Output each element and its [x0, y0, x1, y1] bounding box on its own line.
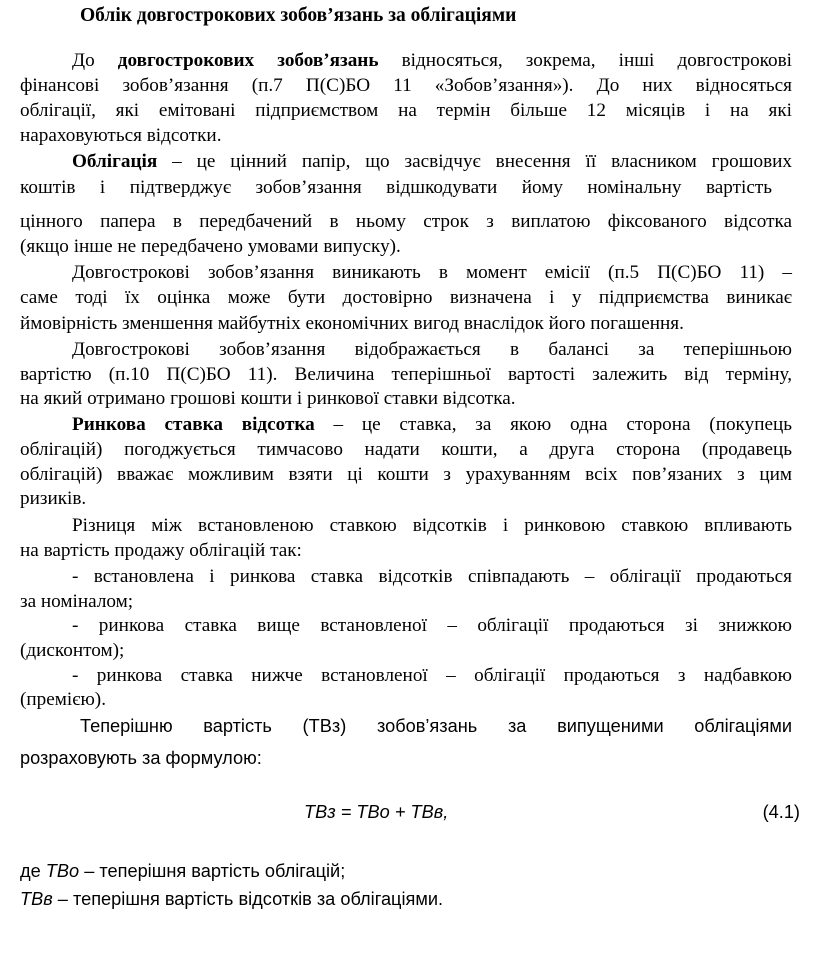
paragraph-line	[20, 413, 792, 437]
paragraph-line	[20, 150, 792, 174]
paragraph-line: цінного папера в передбачений в ньому строк з виплатою фіксованого відсотка	[20, 211, 792, 232]
paragraph-line: фінансові зобов’язання (п.7 П(С)БО 11 «Зобов’язання»). До них відносяться	[20, 75, 792, 96]
paragraph-line: Різниця між встановленою ставкою відсотків і ринковою ставкою впливають	[72, 515, 792, 536]
text-run: – це ставка, за якою одна сторона (покупець	[314, 414, 792, 435]
list-item: - ринкова ставка вище встановленої – облігації продаються зі знижкою	[72, 615, 792, 636]
paragraph-line: на який отримано грошові кошти і ринкової ставки відсотка.	[20, 388, 516, 409]
paragraph-line: облігацій) вважає можливим взяти ці кошти з урахуванням всіх пов’язаних з цим	[20, 464, 792, 485]
list-item: - ринкова ставка нижче встановленої – облігації продаються з надбавкою	[72, 665, 792, 686]
term-bold: довгострокових зобов’язань	[117, 50, 379, 71]
text-run: – теперішня вартість облігацій;	[79, 861, 346, 881]
document-title: Облік довгострокових зобов’язань за облігаціями	[80, 5, 517, 26]
paragraph-line: (якщо інше не передбачено умовами випуску).	[20, 236, 401, 257]
symbol-italic: ТВв	[20, 889, 53, 909]
paragraph-line: ймовірність зменшення майбутніх економічних вигод внаслідок його погашення.	[20, 313, 684, 334]
paragraph-line: облігації, які емітовані підприємством на термін більше 12 місяців і на які	[20, 100, 792, 121]
paragraph-line: коштів і підтверджує зобов’язання відшкодувати йому номінальну вартість	[20, 177, 772, 198]
formula-number: (4.1)	[762, 802, 800, 822]
paragraph-line: Довгострокові зобов’язання виникають в момент емісії (п.5 П(С)БО 11) –	[72, 262, 792, 283]
list-item-continuation: (премією).	[20, 689, 106, 710]
text-run: де	[20, 861, 46, 881]
formula-expression: ТВз = ТВо + ТВв,	[304, 802, 449, 822]
paragraph-line: нараховуються відсотки.	[20, 125, 222, 146]
paragraph-line: ризиків.	[20, 488, 87, 509]
term-bold: Ринкова ставка відсотка	[72, 414, 315, 435]
list-item: - встановлена і ринкова ставка відсотків співпадають – облігації продаються	[72, 566, 792, 587]
paragraph-line: вартістю (п.10 П(С)БО 11). Величина теперішньої вартості залежить від терміну,	[20, 364, 792, 385]
paragraph-line: саме тоді їх оцінка може бути достовірно визначена і у підприємства виникає	[20, 287, 792, 308]
legend-line	[20, 859, 792, 883]
list-item-continuation: (дисконтом);	[20, 640, 125, 661]
paragraph-line: на вартість продажу облігацій так:	[20, 540, 302, 561]
text-run: До	[72, 50, 118, 71]
paragraph-line: розраховують за формулою:	[20, 748, 262, 768]
symbol-italic: ТВо	[45, 861, 80, 881]
term-bold: Облігація	[72, 151, 158, 172]
text-run: – це цінний папір, що засвідчує внесення її власником грошових	[157, 151, 792, 172]
paragraph-line	[20, 49, 792, 73]
text-run: відносяться, зокрема, інші довгострокові	[378, 50, 792, 71]
list-item-continuation: за номіналом;	[20, 591, 134, 612]
paragraph-line: Теперішню вартість (ТВз) зобов’язань за випущеними облігаціями	[80, 716, 792, 736]
paragraph-line: Довгострокові зобов’язання відображається в балансі за теперішньою	[72, 339, 792, 360]
legend-line	[20, 887, 792, 911]
paragraph-line: облігацій) погоджується тимчасово надати кошти, а друга сторона (продавець	[20, 439, 792, 460]
text-run: – теперішня вартість відсотків за облігаціями.	[52, 889, 444, 909]
